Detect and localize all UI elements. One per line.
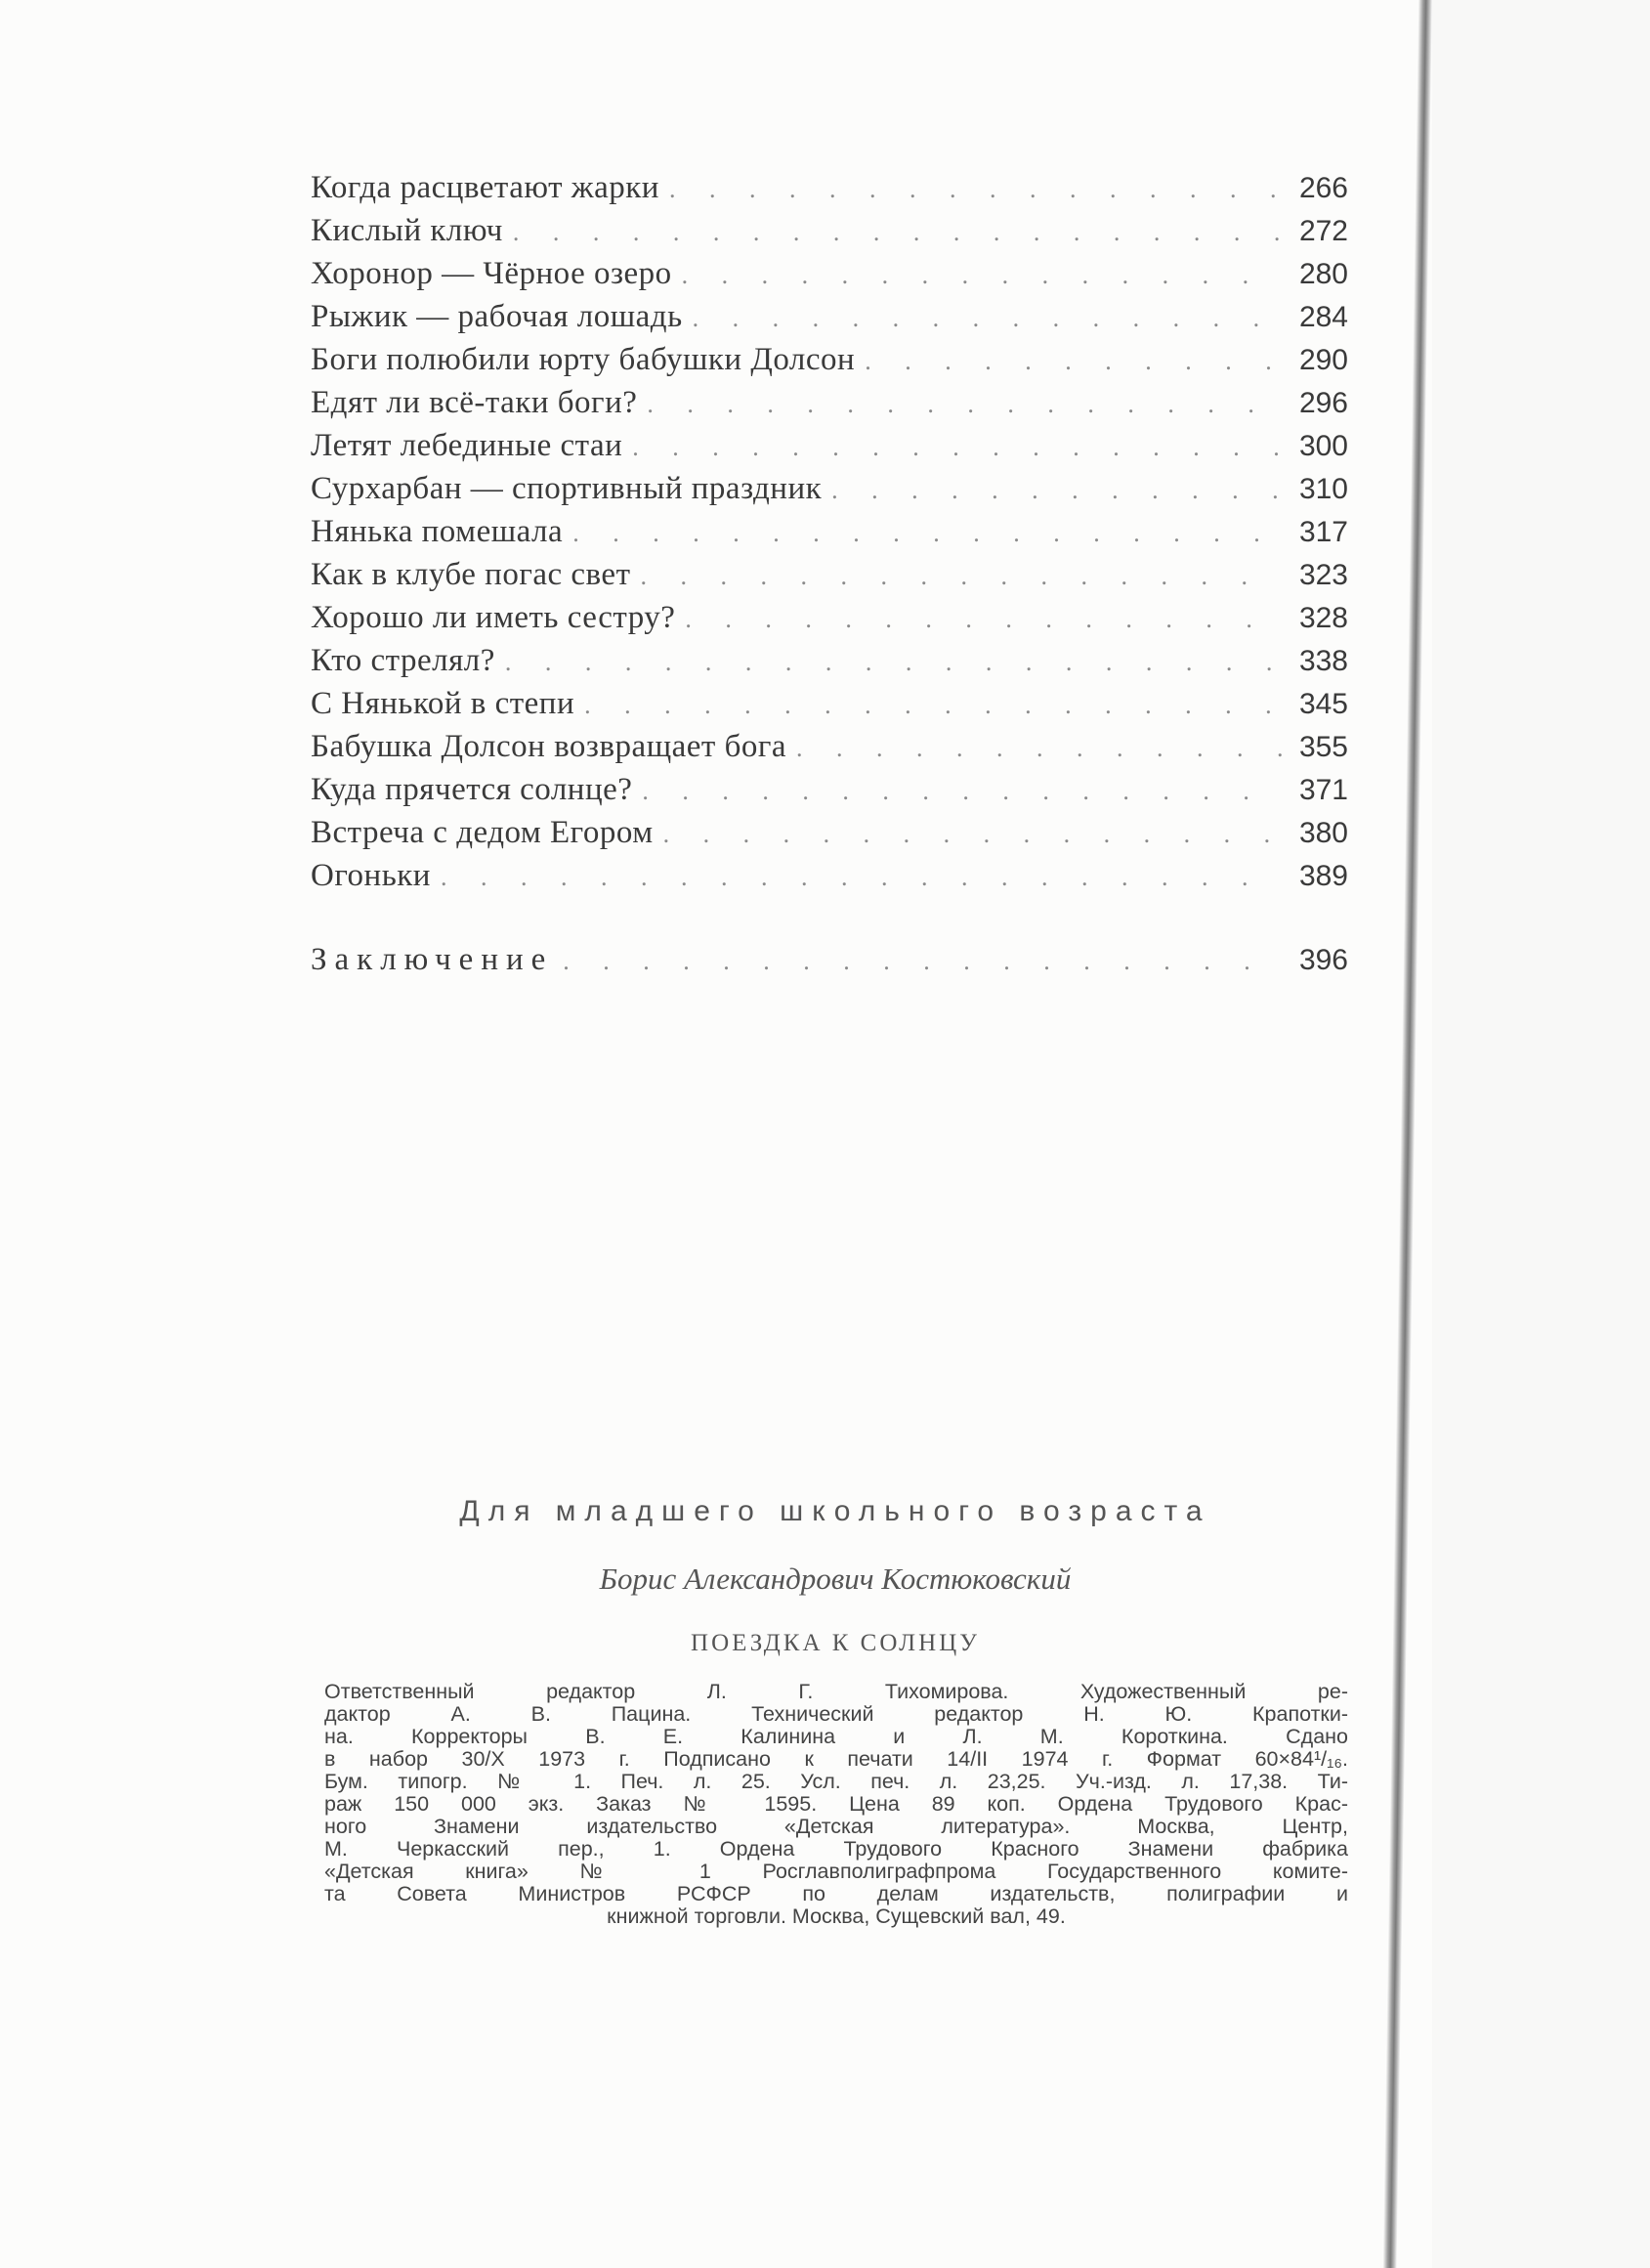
toc-conclusion-page: 396 bbox=[1298, 944, 1348, 976]
imprint-line: на. Корректоры В. Е. Калинина и Л. М. Короткина. Сдано bbox=[324, 1725, 1348, 1748]
toc-entry bbox=[311, 854, 1348, 897]
binding-gutter-shadow bbox=[1383, 0, 1432, 2268]
imprint-line: книжной торговли. Москва, Сущевский вал, 49. bbox=[607, 1904, 1066, 1928]
toc-entry-title: Кто стрелял? bbox=[311, 643, 495, 678]
toc-entry-title: Когда расцветают жарки bbox=[311, 170, 659, 205]
toc-entry-title: Хоронор — Чёрное озеро bbox=[311, 256, 672, 291]
toc-conclusion-entry bbox=[311, 938, 1348, 981]
imprint-line: Бум. типогр. № 1. Печ. л. 25. Усл. печ. л. 23,25. Уч.-изд. л. 17,38. Ти- bbox=[324, 1770, 1348, 1793]
imprint-line: та Совета Министров РСФСР по делам издательств, полиграфии и bbox=[324, 1882, 1348, 1905]
toc-entry bbox=[311, 166, 1348, 209]
toc-entry-title: Кислый ключ bbox=[311, 213, 503, 248]
toc-entry bbox=[311, 510, 1348, 553]
toc-entry bbox=[311, 682, 1348, 725]
toc-entry bbox=[311, 596, 1348, 639]
imprint-line: раж 150 000 экз. Заказ № 1595. Цена 89 коп. Ордена Трудового Крас- bbox=[324, 1792, 1348, 1816]
toc-entry-title: Рыжик — рабочая лошадь bbox=[311, 299, 683, 334]
toc-entry bbox=[311, 338, 1348, 381]
toc-dot-leader bbox=[693, 297, 1282, 340]
imprint-line: «Детская книга» № 1 Росглавполиграфпрома Государственного комите- bbox=[324, 1860, 1348, 1883]
toc-dot-leader bbox=[505, 641, 1282, 684]
toc-entry-title: Хорошо ли иметь сестру? bbox=[311, 600, 676, 635]
imprint-line: Ответственный редактор Л. Г. Тихомирова. Художественный ре- bbox=[324, 1680, 1348, 1703]
toc-entry-page: 266 bbox=[1298, 172, 1348, 204]
toc-entry-title: Едят ли всё-таки боги? bbox=[311, 385, 638, 420]
toc-dot-leader bbox=[642, 770, 1282, 813]
toc-entry bbox=[311, 467, 1348, 510]
toc-entry bbox=[311, 252, 1348, 295]
toc-entry bbox=[311, 295, 1348, 338]
toc-entry bbox=[311, 768, 1348, 811]
toc-dot-leader bbox=[632, 426, 1282, 469]
toc-dot-leader bbox=[831, 469, 1282, 512]
toc-dot-leader bbox=[682, 254, 1282, 297]
toc-entry-title: Бабушка Долсон возвращает бога bbox=[311, 729, 787, 764]
toc-entry bbox=[311, 381, 1348, 424]
author-name: Борис Александрович Костюковский bbox=[599, 1562, 1072, 1596]
toc-dot-leader bbox=[647, 383, 1282, 426]
audience-label: Для младшего школьного возраста bbox=[459, 1495, 1211, 1527]
book-title: ПОЕЗДКА К СОЛНЦУ bbox=[691, 1630, 980, 1656]
toc-entry-page: 300 bbox=[1298, 430, 1348, 462]
imprint-line: дактор А. В. Пацина. Технический редактор Н. Ю. Крапотки- bbox=[324, 1702, 1348, 1726]
toc-entry-page: 345 bbox=[1298, 688, 1348, 720]
toc-dot-leader bbox=[641, 555, 1283, 598]
toc-dot-leader bbox=[513, 211, 1282, 254]
toc-dot-leader bbox=[563, 940, 1282, 983]
toc-entry-title: Как в клубе погас свет bbox=[311, 557, 631, 592]
toc-entry-title: С Нянькой в степи bbox=[311, 686, 575, 721]
toc-entry-page: 280 bbox=[1298, 258, 1348, 290]
imprint-line: ного Знамени издательство «Детская литература». Москва, Центр, bbox=[324, 1815, 1348, 1838]
page-edge-background bbox=[1432, 0, 1650, 2268]
toc-entry-page: 310 bbox=[1298, 473, 1348, 505]
toc-entry-title: Летят лебединые стаи bbox=[311, 428, 623, 463]
toc-entry-page: 317 bbox=[1298, 516, 1348, 548]
toc-entry bbox=[311, 209, 1348, 252]
toc-dot-leader bbox=[572, 512, 1282, 555]
toc-entry-title: Боги полюбили юрту бабушки Долсон bbox=[311, 342, 856, 377]
toc-entry bbox=[311, 424, 1348, 467]
toc-entry-page: 296 bbox=[1298, 387, 1348, 419]
toc-dot-leader bbox=[663, 813, 1282, 856]
toc-entry-page: 355 bbox=[1298, 731, 1348, 763]
toc-entry-page: 380 bbox=[1298, 817, 1348, 849]
imprint-line: М. Черкасский пер., 1. Ордена Трудового Красного Знамени фабрика bbox=[324, 1837, 1348, 1861]
toc-entry-title: Огоньки bbox=[311, 858, 431, 893]
toc-entry bbox=[311, 811, 1348, 854]
toc-conclusion-title: Заключение bbox=[311, 942, 554, 977]
toc-entry-page: 323 bbox=[1298, 559, 1348, 591]
toc-dot-leader bbox=[669, 168, 1282, 211]
imprint-line: в набор 30/X 1973 г. Подписано к печати 14/II 1974 г. Формат 60×84¹/₁₆. bbox=[324, 1747, 1348, 1771]
toc-entry-page: 338 bbox=[1298, 645, 1348, 677]
toc-entry-title: Нянька помешала bbox=[311, 514, 564, 549]
imprint-block bbox=[324, 1681, 1348, 1928]
toc-entry-page: 272 bbox=[1298, 215, 1348, 247]
toc-dot-leader bbox=[685, 598, 1282, 641]
toc-dot-leader bbox=[441, 856, 1282, 899]
toc-entry-title: Встреча с дедом Егором bbox=[311, 815, 654, 850]
table-of-contents bbox=[311, 166, 1348, 981]
toc-dot-leader bbox=[796, 727, 1282, 770]
toc-entry-page: 389 bbox=[1298, 860, 1348, 892]
toc-entry-page: 328 bbox=[1298, 602, 1348, 634]
toc-entry-title: Куда прячется солнце? bbox=[311, 772, 633, 807]
toc-entry-page: 284 bbox=[1298, 301, 1348, 333]
toc-dot-leader bbox=[584, 684, 1282, 727]
toc-dot-leader bbox=[865, 340, 1282, 383]
toc-entry-page: 290 bbox=[1298, 344, 1348, 376]
toc-entry bbox=[311, 553, 1348, 596]
toc-entry bbox=[311, 639, 1348, 682]
toc-entry bbox=[311, 725, 1348, 768]
toc-entry-page: 371 bbox=[1298, 774, 1348, 806]
toc-entry-title: Сурхарбан — спортивный праздник bbox=[311, 471, 823, 506]
